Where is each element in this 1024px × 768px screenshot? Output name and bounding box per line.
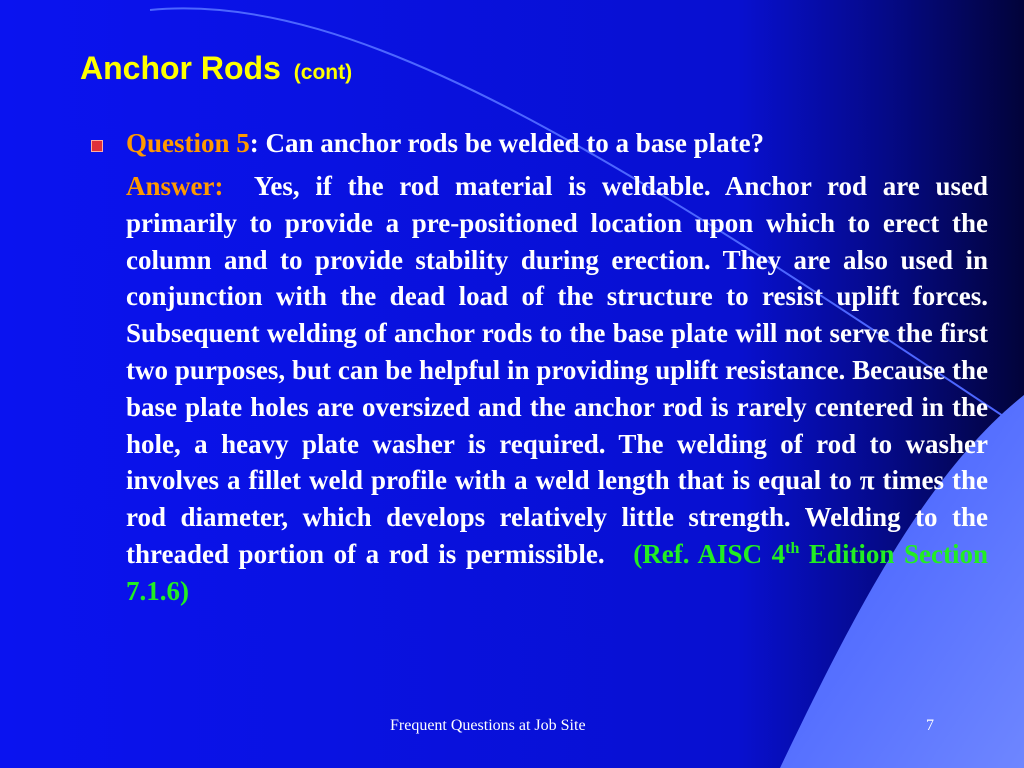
footer-text: Frequent Questions at Job Site (390, 717, 586, 734)
page-number: 7 (926, 717, 934, 734)
bullet-square-icon (91, 140, 103, 152)
title-main: Anchor Rods (80, 50, 281, 86)
reference-suffix: Edition Section 7.1.6) (126, 538, 988, 606)
slide-title (80, 48, 352, 93)
question-line (126, 124, 996, 162)
reference-superscript: th (785, 539, 800, 557)
answer-paragraph (126, 168, 988, 610)
answer-label: Answer: (126, 171, 224, 201)
answer-text: Yes, if the rod material is weldable. Anchor rod are used primarily to provide a pre-positioned location upon which to erect the column and to provide stability during erection. They are also used in conjunction with the dead load of the structure to resist uplift forces. Subsequent welding of anchor rods to the base plate will not serve the first two purposes, but can be helpful in providing uplift resistance. Because the base plate holes are oversized and the anchor rod is rarely centered in the hole, a heavy plate washer is required. The welding of rod to washer involves a fillet weld profile with a weld length that is equal to π times the rod diameter, which develops relatively little strength. Welding to the threaded portion of a rod is permissible. (126, 171, 988, 569)
title-suffix: (cont) (293, 61, 353, 84)
question-label: Question 5 (126, 128, 250, 158)
question-text: : Can anchor rods be welded to a base plate? (249, 128, 765, 158)
reference-prefix: (Ref. AISC 4 (633, 538, 786, 569)
